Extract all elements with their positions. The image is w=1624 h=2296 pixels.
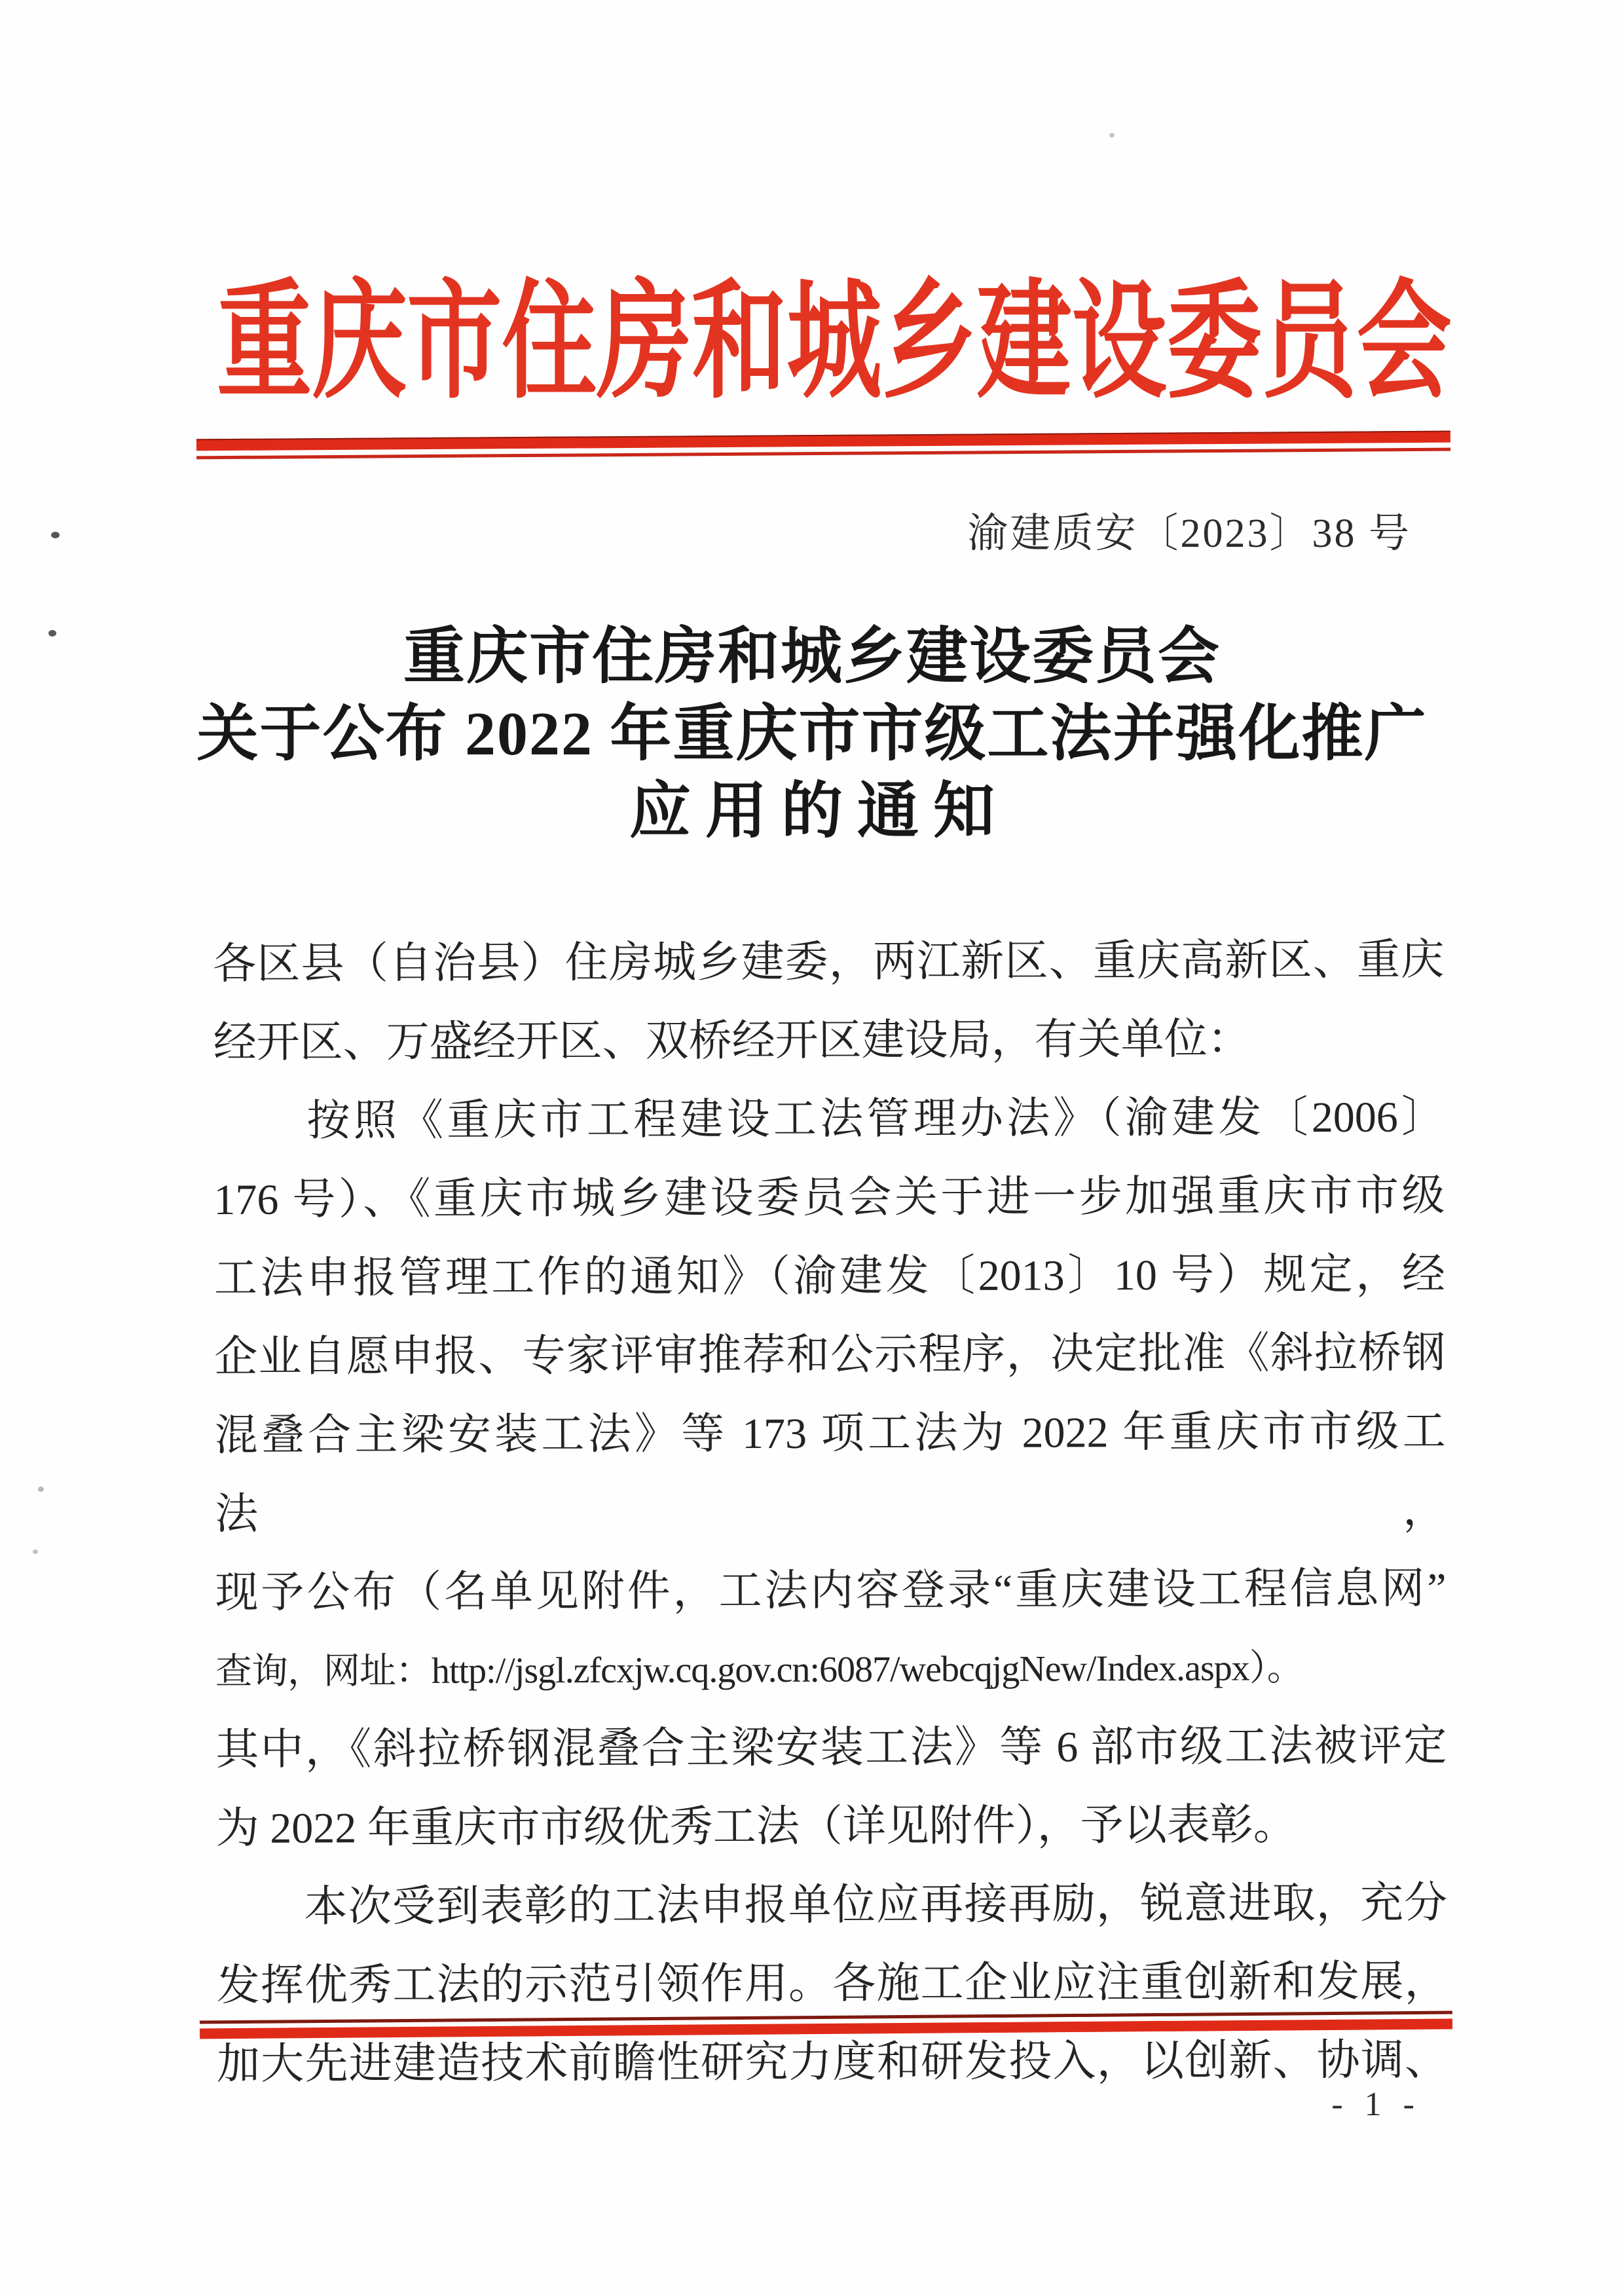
notice-title-line-2: 关于公布 2022 年重庆市市级工法并强化推广 [196,700,1428,768]
body-line: 176 号）、《重庆市城乡建设委员会关于进一步加强重庆市市级 [213,1172,1445,1224]
body-line: 经开区、万盛经开区、双桥经开区建设局，有关单位： [213,1015,1251,1067]
body-line: 本次受到表彰的工法申报单位应再接再励，锐意进取，充分 [216,1879,1448,1931]
notice-body [213,921,1448,2104]
letterhead-rule [196,431,1450,460]
body-line: 为 2022 年重庆市市级优秀工法（详见附件），予以表彰。 [215,1801,1297,1853]
body-line: 各区县（自治县）住房城乡建委，两江新区、重庆高新区、重庆 [213,936,1445,988]
body-line: 加大先进建造技术前瞻性研究力度和研发投入，以创新、协调、 [216,2036,1449,2088]
body-line: 现予公布（名单见附件，工法内容登录“重庆建设工程信息网” [215,1565,1447,1617]
notice-title-line-1: 重庆市住房和城乡建设委员会 [403,623,1221,691]
page-number: - 1 - [1331,2086,1421,2123]
notice-title-line-3: 应用的通知 [629,777,1009,845]
body-line-with-url: 查询，网址：http://jsgl.zfcxjw.cq.gov.cn:6087/webcqjgNew/Index.aspx）。 [215,1648,1303,1692]
body-line: 混叠合主梁安装工法》等 173 项工法为 2022 年重庆市市级工法， [214,1407,1447,1538]
body-line: 工法申报管理工作的通知》（渝建发〔2013〕10 号）规定，经 [213,1250,1445,1303]
notice-title [0,618,1624,850]
body-line: 企业自愿申报、专家评审推荐和公示程序，决定批准《斜拉桥钢 [214,1329,1446,1381]
scan-speck [1109,133,1115,138]
scan-speck [51,532,60,538]
body-line: 其中，《斜拉桥钢混叠合主梁安装工法》等 6 部市级工法被评定 [215,1722,1447,1774]
letterhead-agency-name [0,272,1624,414]
body-line: 按照《重庆市工程建设工法管理办法》（渝建发〔2006〕 [213,1093,1445,1145]
document-number: 渝建质安〔2023〕38 号 [967,511,1411,556]
scan-speck [38,1487,44,1492]
scan-speck [33,1549,38,1554]
body-line: 发挥优秀工法的示范引领作用。各施工企业应注重创新和发展， [216,1957,1448,2010]
letterhead-agency-name-text: 重庆市住房和城乡建设委员会 [217,272,1452,414]
